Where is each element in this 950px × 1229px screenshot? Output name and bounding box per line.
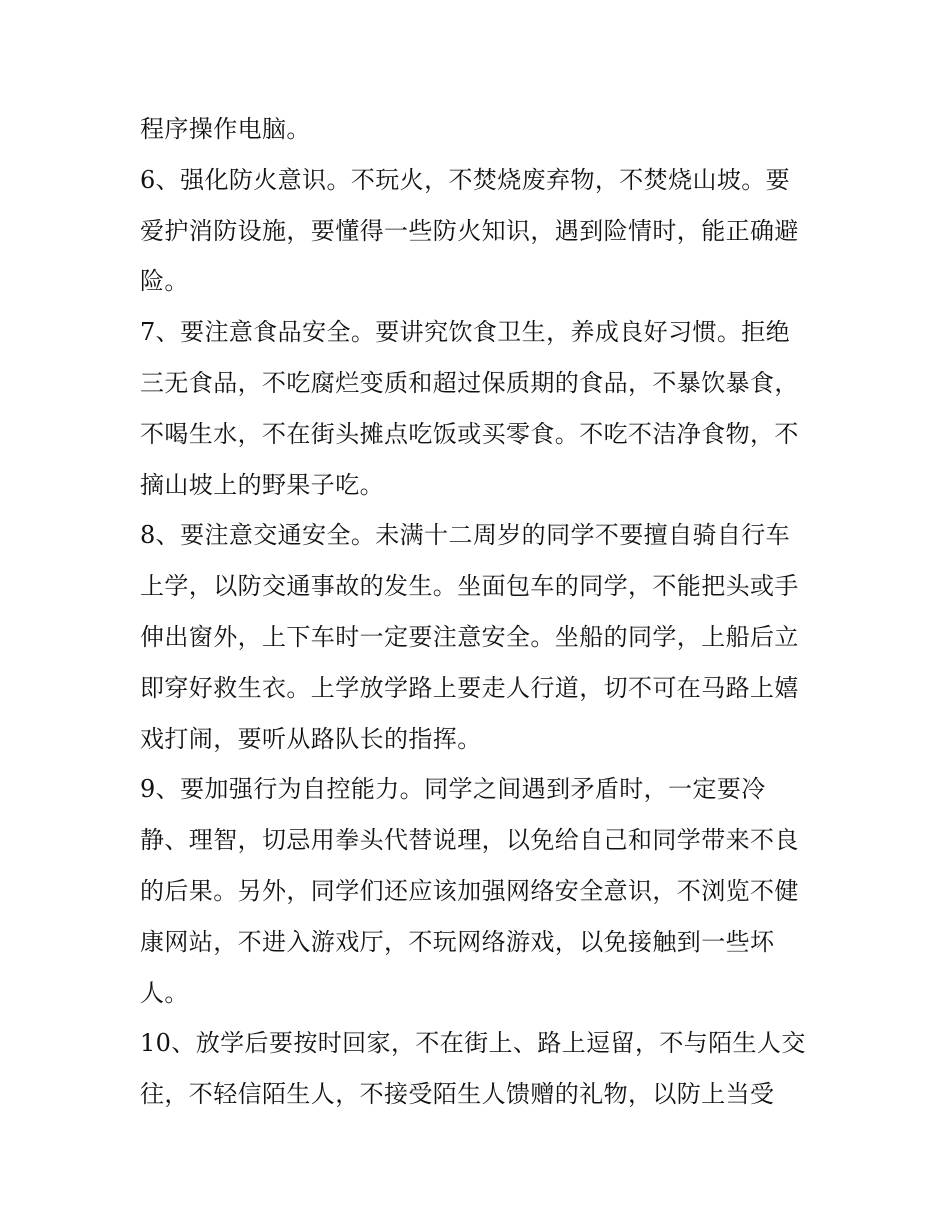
text-line-7: 不喝生水，不在街头摊点吃饭或买零食。不吃不洁净食物，不 (140, 419, 799, 448)
text-line-5: 7、要注意食品安全。要讲究饮食卫生，养成良好习惯。拒绝 (140, 318, 791, 347)
text-line-16: 的后果。另外，同学们还应该加强网络安全意识，不浏览不健 (140, 876, 799, 905)
text-line-19: 10、放学后要按时回家，不在街上、路上逗留，不与陌生人交 (140, 1029, 806, 1058)
text-line-10: 上学，以防交通事故的发生。坐面包车的同学，不能把头或手 (140, 572, 799, 601)
text-line-13: 戏打闹，要听从路队长的指挥。 (140, 724, 482, 753)
text-line-17: 康网站，不进入游戏厅，不玩网络游戏，以免接触到一些坏 (140, 927, 775, 956)
text-line-20: 往，不轻信陌生人，不接受陌生人馈赠的礼物，以防上当受 (140, 1080, 775, 1109)
document-body-text (140, 104, 820, 1120)
text-line-18: 人。 (140, 978, 189, 1007)
text-line-8: 摘山坡上的野果子吃。 (140, 470, 384, 499)
text-line-4: 险。 (140, 267, 189, 296)
text-line-11: 伸出窗外，上下车时一定要注意安全。坐船的同学，上船后立 (140, 622, 799, 651)
text-line-1: 程序操作电脑。 (140, 115, 311, 143)
text-line-2: 6、强化防火意识。不玩火，不焚烧废弃物，不焚烧山坡。要 (140, 165, 791, 194)
text-line-9: 8、要注意交通安全。未满十二周岁的同学不要擅自骑自行车 (140, 521, 791, 550)
text-line-15: 静、理智，切忌用拳头代替说理，以免给自己和同学带来不良 (140, 826, 799, 855)
text-line-6: 三无食品，不吃腐烂变质和超过保质期的食品，不暴饮暴食， (140, 368, 799, 397)
text-line-14: 9、要加强行为自控能力。同学之间遇到矛盾时，一定要冷 (140, 775, 766, 804)
text-line-3: 爱护消防设施，要懂得一些防火知识，遇到险情时，能正确避 (140, 216, 799, 245)
text-line-12: 即穿好救生衣。上学放学路上要走人行道，切不可在马路上嬉 (140, 673, 799, 702)
